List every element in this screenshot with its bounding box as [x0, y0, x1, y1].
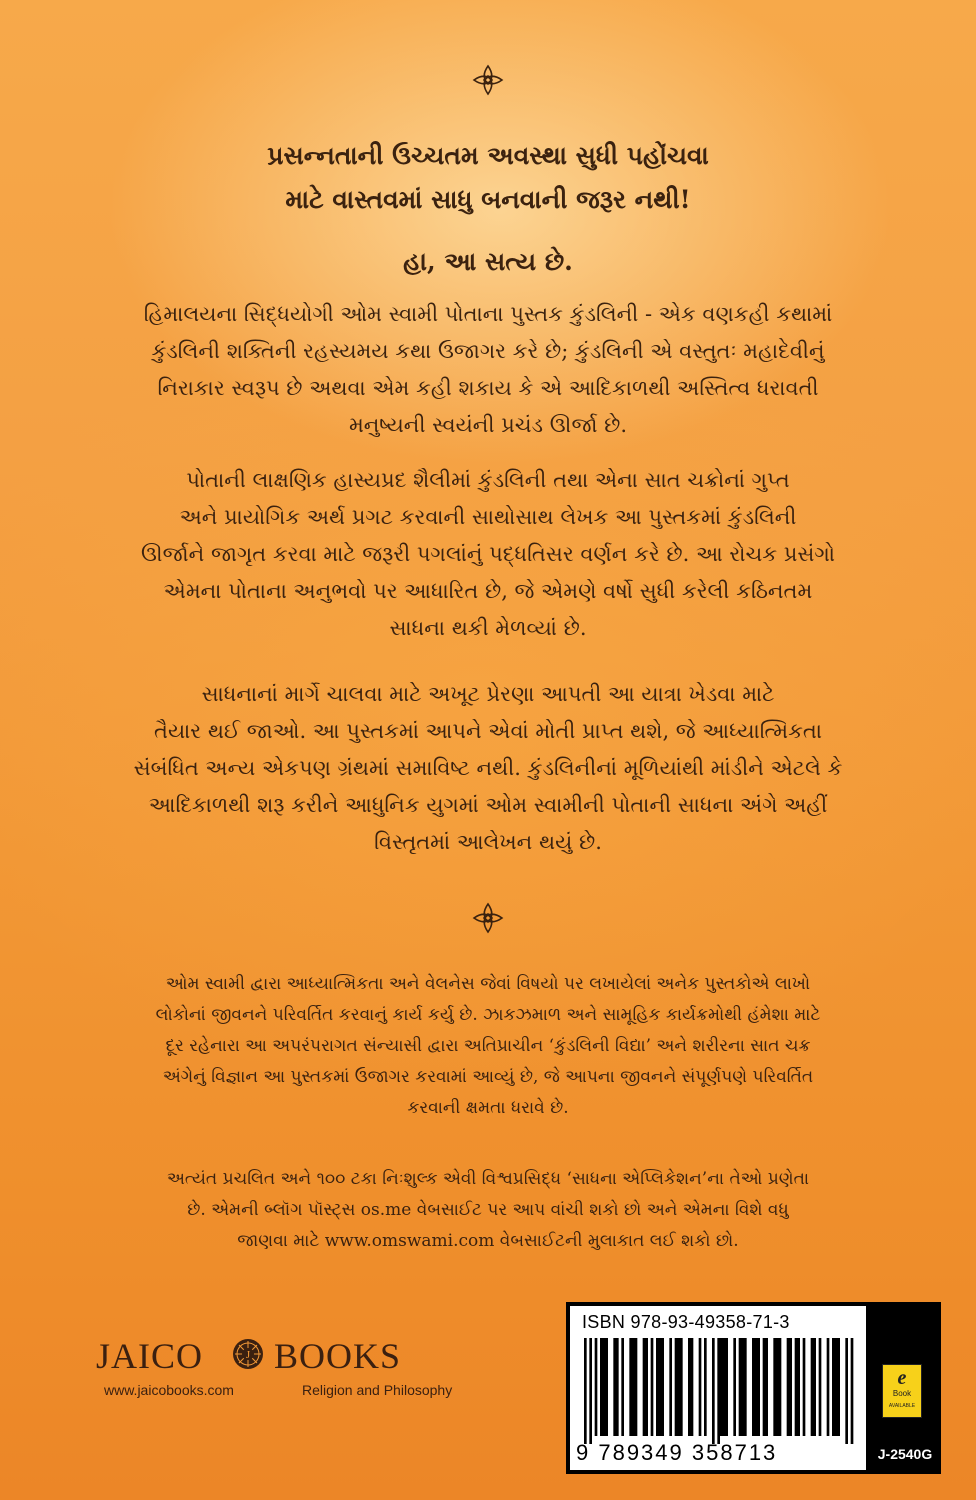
publisher-website: www.jaicobooks.com — [104, 1382, 234, 1398]
paragraph-line: આદિકાળથી શરૂ કરીને આધુનિક યુગમાં ઓમ સ્વામીની પોતાની સાધના અંગે અહીં — [148, 793, 828, 817]
barcode-bar — [819, 1338, 822, 1436]
barcode-bar — [688, 1338, 693, 1436]
paragraph-line: અને પ્રાયોગિક અર્થ પ્રગટ કરવાની સાથોસાથ લેખક આ પુસ્તકમાં કુંડલિની — [179, 505, 797, 529]
wheel-emblem-icon — [231, 1337, 265, 1371]
barcode-bar — [621, 1338, 624, 1436]
barcode-bar — [717, 1338, 720, 1444]
paragraph-line: છે. એમની બ્લૉગ પૉસ્ટ્સ os.me વેબસાઈટ પર આપ વાંચી શકો છો અને એમના વિશે વધુ — [187, 1200, 789, 1220]
paragraph-line: જાણવા માટે www.omswami.com વેબસાઈટની મુલાકાત લઈ શકો છો. — [237, 1231, 739, 1251]
paragraph-line: પોતાની લાક્ષણિક હાસ્યપ્રદ શૈલીમાં કુંડલિની તથા એના સાત ચક્રોનાં ગુપ્ત — [186, 468, 790, 492]
paragraph-line: સંબંધિત અન્ય એકપણ ગ્રંથમાં સમાવિષ્ટ નથી. કુંડલિનીનાં મૂળિયાંથી માંડીને એટલે કે — [133, 756, 843, 780]
publisher-logo — [96, 1335, 436, 1385]
ebook-available-badge — [882, 1364, 922, 1418]
barcode-bar — [739, 1338, 747, 1436]
paragraph-line: અત્યંત પ્રચલિત અને ૧૦૦ ટકા નિઃશુલ્ક એવી વિશ્વપ્રસિદ્ધ ‘સાધના એપ્લિકેશન’ના તેઓ પ્રણેતા — [166, 1169, 810, 1189]
barcode-bar — [643, 1338, 648, 1436]
affirmation-line: હા, આ સત્ય છે. — [403, 247, 573, 276]
barcode-bar — [851, 1338, 854, 1444]
barcode-bar — [595, 1338, 598, 1436]
barcode-bar — [795, 1338, 800, 1436]
barcode-digits: 9 789349 358713 — [576, 1440, 778, 1465]
barcode-bar — [656, 1338, 664, 1436]
paragraph-line: દૂર રહેનારા આ અપરંપરાગત સંન્યાસી દ્વારા અતિપ્રાચીન ‘કુંડલિની વિદ્યા’ અને શરીરના સાત ચક્ર — [165, 1036, 811, 1056]
barcode-bar — [752, 1338, 760, 1436]
lotus-flower-icon — [468, 60, 508, 100]
barcode-box — [566, 1302, 941, 1474]
barcode-bar — [651, 1338, 654, 1436]
barcode-bar — [720, 1338, 728, 1436]
paragraph-line: સાધનાનાં માર્ગે ચાલવા માટે અખૂટ પ્રેરણા આપતી આ યાત્રા ખેડવા માટે — [201, 682, 775, 706]
paragraph-line: સાધના થકી મેળવ્યાં છે. — [389, 616, 587, 640]
barcode-bar — [832, 1338, 840, 1436]
paragraph-line: ઊર્જાને જાગૃત કરવા માટે જરૂરી પગલાંનું પદ્ધતિસર વર્ણન કરે છે. આ રોચક પ્રસંગો — [140, 542, 836, 566]
barcode-bar — [712, 1338, 715, 1444]
lotus-flower-icon — [468, 898, 508, 938]
ebook-letter: e — [897, 1367, 907, 1389]
logo-word-right: BOOKS — [274, 1336, 402, 1376]
paragraph-line: લોકોનાં જીવનને પરિવર્તિત કરવાનું કાર્ય કર્યુ છે. ઝાકઝમાળ અને સામૂહિક કાર્યક્રમોથી હંમેશા માટે — [155, 1005, 821, 1025]
paragraph-line: તૈયાર થઈ જાઓ. આ પુસ્તકમાં આપને એવાં મોતી પ્રાપ્ત થશે, જે આધ્યાત્મિકતા — [154, 719, 822, 743]
isbn-label: ISBN 978-93-49358-71-3 — [582, 1312, 790, 1332]
paragraph-line: કરવાની ક્ષમતા ધરાવે છે. — [407, 1098, 569, 1118]
barcode-bar — [733, 1338, 736, 1436]
barcode-bar — [803, 1338, 806, 1436]
paragraph-line: નિરાકાર સ્વરૂપ છે અથવા એમ કહી શકાય કે એ આદિકાળથી અસ્તિત્વ ધરાવતી — [157, 376, 819, 400]
barcode-bar — [787, 1338, 792, 1436]
barcode-bar — [669, 1338, 672, 1436]
barcode-bar — [600, 1338, 608, 1436]
journey-paragraph — [70, 676, 906, 861]
paragraph-line: વિસ્તૃતમાં આલેખન થયું છે. — [374, 830, 602, 854]
barcode-bar — [629, 1338, 637, 1436]
ebook-word: Book — [892, 1389, 912, 1398]
paragraph-line: અંગેનું વિજ્ઞાન આ પુસ્તકમાં ઉજાગર કરવામાં આવ્યું છે, જે આપના જીવનને સંપૂર્ણપણે પરિવર્તિત — [162, 1067, 814, 1087]
barcode-bar — [704, 1338, 707, 1436]
paragraph-line: ઓમ સ્વામી દ્વારા આધ્યાત્મિકતા અને વેલનેસ જેવાં વિષયો પર લખાયેલાં અનેક પુસ્તકોએ લાખો — [165, 974, 811, 994]
barcode-area — [570, 1306, 866, 1470]
ebook-available-text: AVAILABLE — [888, 1403, 916, 1409]
barcode-bar — [763, 1338, 768, 1436]
paragraph-line: મનુષ્યની સ્વયંની પ્રચંડ ઊર્જા છે. — [348, 413, 628, 437]
headline-line-1: પ્રસન્નતાની ઉચ્ચતમ અવસ્થા સુધી પહોંચવા — [267, 141, 709, 170]
book-category: Religion and Philosophy — [302, 1382, 453, 1398]
barcode-bars — [580, 1338, 860, 1444]
app-info — [90, 1164, 886, 1257]
barcode-bar — [613, 1338, 618, 1436]
barcode-bar — [773, 1338, 781, 1436]
barcode-bar — [811, 1338, 816, 1436]
paragraph-line: હિમાલયના સિદ્ધયોગી ઓમ સ્વામી પોતાના પુસ્તક કુંડલિની - એક વણકહી કથામાં — [143, 302, 833, 326]
barcode-bar — [584, 1338, 587, 1444]
barcode-bar — [827, 1338, 830, 1436]
headline-line-2: માટે વાસ્તવમાં સાધુ બનવાની જરૂર નથી! — [285, 185, 691, 214]
barcode-bar — [699, 1338, 702, 1436]
style-paragraph — [70, 462, 906, 647]
barcode-bar — [675, 1338, 683, 1436]
paragraph-line: કુંડલિની શક્તિની રહસ્યમય કથા ઉજાગર કરે છે; કુંડલિની એ વસ્તુતઃ મહાદેવીનું — [151, 339, 825, 363]
barcode-bar — [589, 1338, 592, 1444]
barcode-bar — [845, 1338, 848, 1444]
intro-paragraph — [70, 296, 906, 444]
author-bio — [90, 969, 886, 1124]
logo-word-left: JAICO — [96, 1336, 204, 1376]
catalog-code: J-2540G — [877, 1446, 933, 1462]
logo-emblem-letter: J — [245, 1349, 251, 1361]
paragraph-line: એમના પોતાના અનુભવો પર આધારિત છે, જે એમણે વર્ષો સુધી કરેલી કઠિનતમ — [163, 579, 813, 603]
